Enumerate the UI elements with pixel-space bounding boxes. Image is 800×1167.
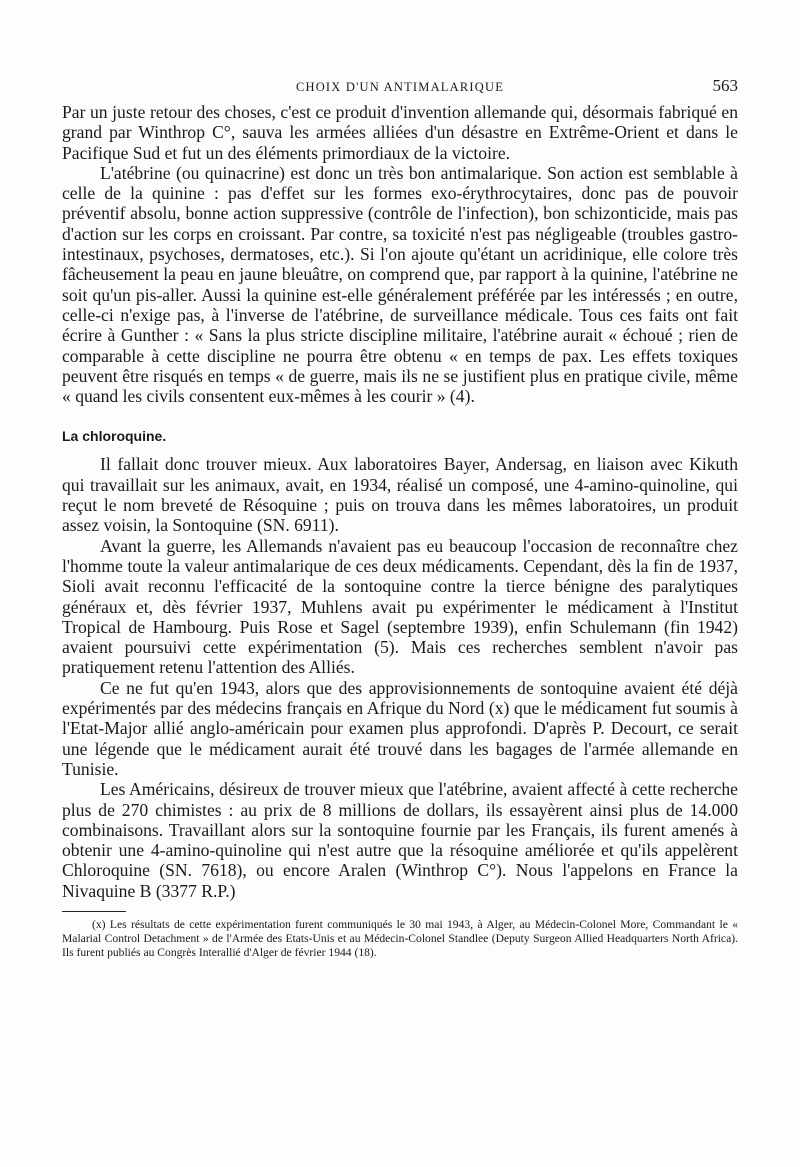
section-paragraph-3: Ce ne fut qu'en 1943, alors que des approvisionnements de sontoquine avaient été déjà expérimentés par des médecins français en Afrique du Nord (x) que le médicament fut soumis à l'Etat-Major allié anglo-américain pour examen plus approfondi. D'après P. Decourt, ce serait une légende que le médicament aurait été trouvé dans les bagages de l'armée allemande en Tunisie. (62, 677, 738, 779)
running-title: CHOIX D'UN ANTIMALARIQUE (295, 80, 505, 94)
section-paragraph-2: Avant la guerre, les Allemands n'avaient pas eu beaucoup l'occasion de reconnaître chez l'homme toute la valeur antimalarique de ces deux médicaments. Cependant, dès la fin de 1937, Sioli avait reconnu l'efficacité de la sontoquine contre la tierce bénigne des paralytiques généraux et, dès février 1937, Muhlens avait pu expérimenter le médicament à l'Institut Tropical de Hambourg. Puis Rose et Sagel (septembre 1939), enfin Schulemann (fin 1942) avaient poursuivi cette expérimentation (5). Mais ces recherches semblent n'avoir pas pratiquement retenu l'attention des Alliés. (62, 535, 738, 678)
footnote-divider (62, 911, 126, 912)
footnote: (x) Les résultats de cette expérimentation furent communiqués le 30 mai 1943, à Alger, au Médecin-Colonel More, Commandant le « Malarial Control Detachment » de l'Armée des Etats-Unis et au Médecin-Colonel Standlee (Deputy Surgeon Allied Headquarters North Africa). Ils furent publiés au Congrès Interallié d'Alger de février 1944 (18). (62, 917, 738, 959)
section-paragraph-4: Les Américains, désireux de trouver mieux que l'atébrine, avaient affecté à cette recherche plus de 270 chimistes : au prix de 8 millions de dollars, ils essayèrent ainsi plus de 14.000 combinaisons. Travaillant alors sur la sontoquine fournie par les Français, ils furent amenés à obtenir une 4-amino-quinoline qui n'est autre que la résoquine améliorée et qu'ils appelèrent Chloroquine (SN. 7618), ou encore Aralen (Winthrop C°). Nous l'appelons en France la Nivaquine B (3377 R.P.) (62, 779, 738, 901)
page-number: 563 (712, 76, 738, 95)
section-heading: La chloroquine. (62, 428, 167, 445)
document-page (62, 72, 738, 959)
page-header (62, 72, 738, 102)
paragraph-intro-1: Par un juste retour des choses, c'est ce produit d'invention allemande qui, désormais fabriqué en grand par Winthrop C°, sauva les armées alliées d'un désastre en Extrême-Orient et dans le Pacifique Sud et fut un des éléments primordiaux de la victoire. (62, 102, 738, 163)
paragraph-intro-2: L'atébrine (ou quinacrine) est donc un très bon antimalarique. Son action est semblable à celle de la quinine : pas d'effet sur les formes exo-érythrocytaires, donc pas de pouvoir préventif absolu, bonne action suppressive (contrôle de l'infection), bon schizonticide, mais pas d'action sur les corps en croissant. Par contre, sa toxicité n'est pas négligeable (troubles gastro-intestinaux, psychoses, dermatoses, etc.). Si l'on ajoute qu'étant un acridinique, elle colore très fâcheusement la peau en jaune bleuâtre, on comprend que, par rapport à la quinine, l'atébrine ne soit qu'un pis-aller. Aussi la quinine est-elle généralement préférée par les intéressés ; en outre, celle-ci n'exige pas, à l'inverse de l'atébrine, de surveillance médicale. Tous ces faits ont fait écrire à Gunther : « Sans la plus stricte discipline militaire, l'atébrine aurait « échoué ; rien de comparable à cette discipline ne pourra être obtenu « en temps de pax. Les effets toxiques peuvent être risqués en temps « de guerre, mais ils ne se justifient plus en pratique civile, même « quand les civils consentent eux-mêmes à les courir » (4). (62, 162, 738, 407)
section-paragraph-1: Il fallait donc trouver mieux. Aux laboratoires Bayer, Andersag, en liaison avec Kikuth qui travaillait sur les animaux, avait, en 1934, réalisé un composé, une 4-amino-quinoline, qui reçut le nom breveté de Résoquine ; puis on trouva dans les mêmes laboratoires, un produit assez voisin, la Sontoquine (SN. 6911). (62, 454, 738, 536)
